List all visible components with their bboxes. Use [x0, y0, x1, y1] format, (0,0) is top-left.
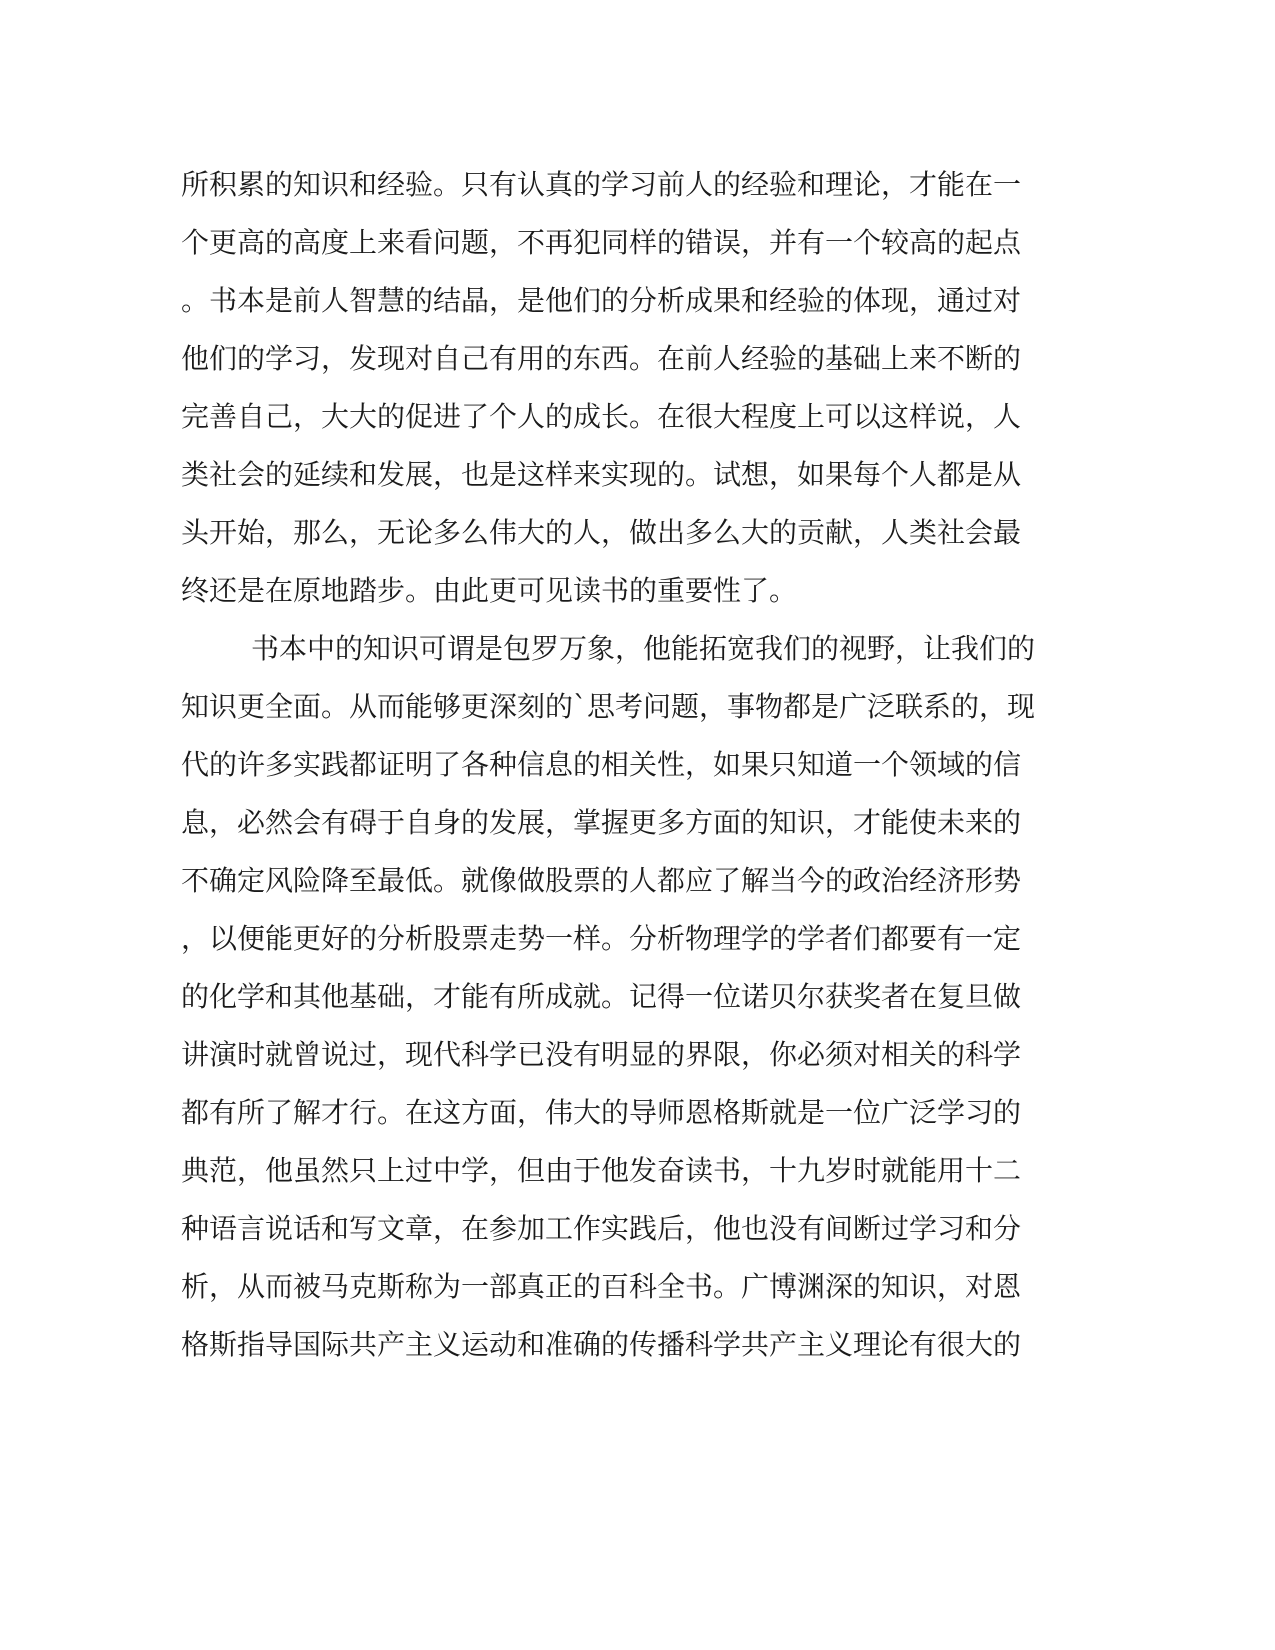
text-line: 知识更全面。从而能够更深刻的`思考问题，事物都是广泛联系的，现: [181, 690, 1036, 723]
text-line: 。书本是前人智慧的结晶，是他们的分析成果和经验的体现，通过对: [181, 284, 1022, 317]
text-line: 头开始，那么，无论多么伟大的人，做出多么大的贡献，人类社会最: [181, 516, 1022, 549]
text-line: 息，必然会有碍于自身的发展，掌握更多方面的知识，才能使未来的: [181, 806, 1022, 839]
text-line: 类社会的延续和发展，也是这样来实现的。试想，如果每个人都是从: [181, 458, 1022, 491]
text-line: 不确定风险降至最低。就像做股票的人都应了解当今的政治经济形势: [181, 864, 1022, 897]
text-line: 讲演时就曾说过，现代科学已没有明显的界限，你必须对相关的科学: [181, 1038, 1022, 1071]
text-line: 所积累的知识和经验。只有认真的学习前人的经验和理论，才能在一: [181, 168, 1022, 201]
text-line: 终还是在原地踏步。由此更可见读书的重要性了。: [181, 574, 798, 607]
text-line: 析，从而被马克斯称为一部真正的百科全书。广博渊深的知识，对恩: [181, 1270, 1022, 1303]
text-line: ，以便能更好的分析股票走势一样。分析物理学的学者们都要有一定: [181, 922, 1022, 955]
text-line: 的化学和其他基础，才能有所成就。记得一位诺贝尔获奖者在复旦做: [181, 980, 1022, 1013]
document-body: [181, 156, 1041, 1374]
paragraph-start-line: 书本中的知识可谓是包罗万象，他能拓宽我们的视野，让我们的: [251, 632, 1036, 665]
text-line: 典范，他虽然只上过中学，但由于他发奋读书，十九岁时就能用十二: [181, 1154, 1022, 1187]
text-line: 都有所了解才行。在这方面，伟大的导师恩格斯就是一位广泛学习的: [181, 1096, 1022, 1129]
text-line: 个更高的高度上来看问题，不再犯同样的错误，并有一个较高的起点: [181, 226, 1022, 259]
text-line: 格斯指导国际共产主义运动和准确的传播科学共产主义理论有很大的: [181, 1328, 1022, 1361]
text-line: 他们的学习，发现对自己有用的东西。在前人经验的基础上来不断的: [181, 342, 1022, 375]
text-line: 种语言说话和写文章，在参加工作实践后，他也没有间断过学习和分: [181, 1212, 1022, 1245]
text-line: 代的许多实践都证明了各种信息的相关性，如果只知道一个领域的信: [181, 748, 1022, 781]
text-line: 完善自己，大大的促进了个人的成长。在很大程度上可以这样说，人: [181, 400, 1022, 433]
